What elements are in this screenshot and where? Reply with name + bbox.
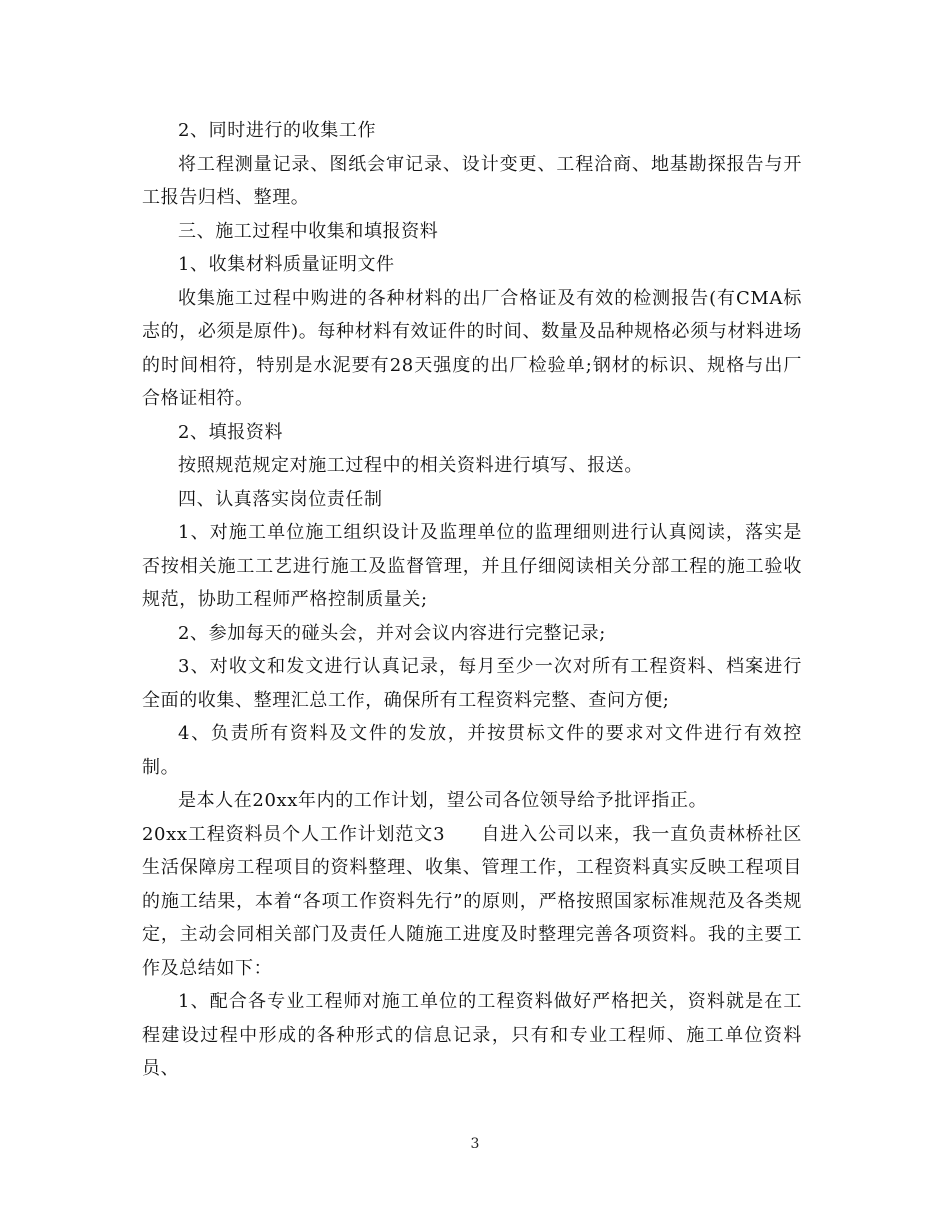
paragraph: 4、负责所有资料及文件的发放，并按贯标文件的要求对文件进行有效控制。 xyxy=(142,723,802,778)
paragraph: 2、同时进行的收集工作 xyxy=(178,120,377,141)
section-block xyxy=(142,818,802,986)
section-heading: 四、认真落实岗位责任制 xyxy=(178,488,383,510)
paragraph: 2、填报资料 xyxy=(178,421,284,443)
document-section-title: 20xx工程资料员个人工作计划范文3 xyxy=(142,823,446,845)
paragraph: 按照规范规定对施工过程中的相关资料进行填写、报送。 xyxy=(178,455,643,476)
paragraph: 是本人在20xx年内的工作计划，望公司各位领导给予批评指正。 xyxy=(178,790,708,811)
paragraph: 将工程测量记录、图纸会审记录、设计变更、工程洽商、地基勘探报告与开工报告归档、整理。 xyxy=(142,153,802,208)
paragraph: 收集施工过程中购进的各种材料的出厂合格证及有效的检测报告(有CMA标志的，必须是原件)。每种材料有效证件的时间、数量及品种规格必须与材料进场的时间相符，特别是水泥要有28天强度的出厂检验单;钢材的标识、规格与出厂合格证相符。 xyxy=(142,287,802,409)
paragraph: 3、对收文和发文进行认真记录，每月至少一次对所有工程资料、档案进行全面的收集、整理汇总工作，确保所有工程资料完整、查问方便; xyxy=(142,656,802,711)
section-heading: 三、施工过程中收集和填报资料 xyxy=(178,220,439,242)
paragraph: 2、参加每天的碰头会，并对会议内容进行完整记录; xyxy=(178,622,606,644)
page-number: 3 xyxy=(470,1136,480,1152)
paragraph: 1、对施工单位施工组织设计及监理单位的监理细则进行认真阅读，落实是否按相关施工工艺进行施工及监督管理，并且仔细阅读相关分部工程的施工验收规范，协助工程师严格控制质量关; xyxy=(142,522,802,610)
section-intro: 自进入公司以来，我一直负责林桥社区生活保障房工程项目的资料整理、收集、管理工作，工程资料真实反映工程项目的施工结果，本着“各项工作资料先行”的原则，严格按照国家标准规范及各类规定，主动会同相关部门及责任人随施工进度及时整理完善各项资料。我的主要工作及总结如下： xyxy=(142,823,802,979)
document-body xyxy=(142,114,802,1086)
paragraph: 1、收集材料质量证明文件 xyxy=(178,254,395,275)
paragraph: 1、配合各专业工程师对施工单位的工程资料做好严格把关，资料就是在工程建设过程中形成的各种形式的信息记录，只有和专业工程师、施工单位资料员、 xyxy=(142,991,802,1079)
